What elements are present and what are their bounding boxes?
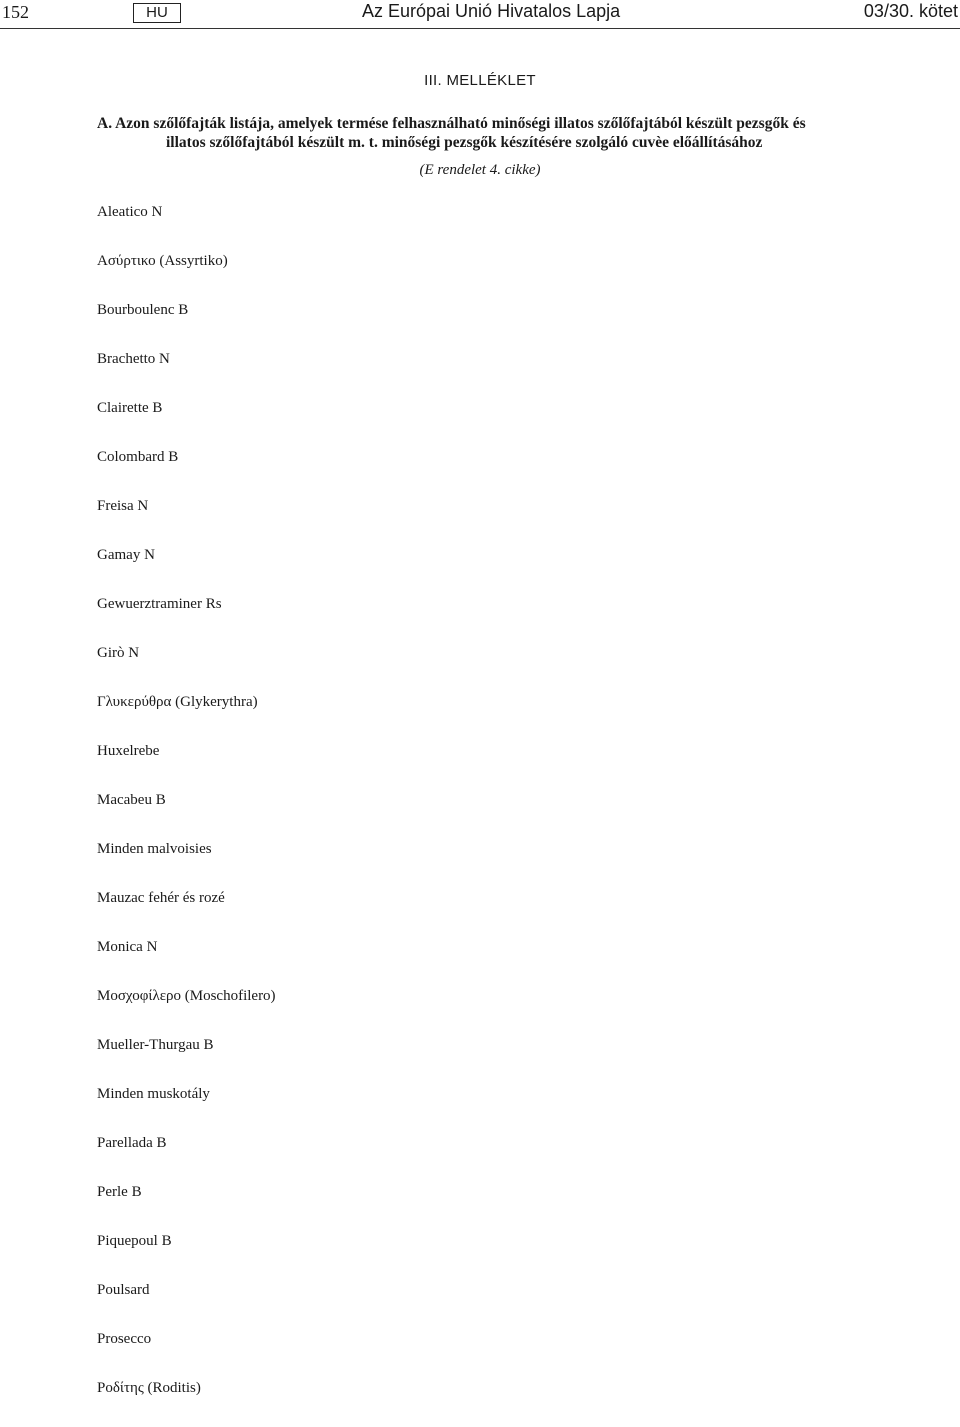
list-item: Prosecco <box>97 1331 152 1347</box>
page-header <box>0 0 960 29</box>
list-item: Bourboulenc B <box>97 302 189 318</box>
list-item: Minden malvoisies <box>97 841 212 857</box>
list-item: Monica N <box>97 939 158 955</box>
list-item: Minden muskotály <box>97 1086 210 1102</box>
list-item: Ασύρτικο (Assyrtiko) <box>97 253 228 269</box>
list-item: Parellada B <box>97 1135 167 1151</box>
list-item: Poulsard <box>97 1282 150 1298</box>
list-item: Clairette B <box>97 400 163 416</box>
list-item: Ροδίτης (Roditis) <box>97 1380 201 1396</box>
list-item: Perle B <box>97 1184 142 1200</box>
list-item: Girò N <box>97 645 140 661</box>
section-title-line2: illatos szőlőfajtából készült m. t. minőségi pezsgők készítésére szolgáló cuvèe előállításához <box>166 134 763 151</box>
list-item: Mauzac fehér és rozé <box>97 890 225 906</box>
list-item: Mueller-Thurgau B <box>97 1037 214 1053</box>
article-reference: (E rendelet 4. cikke) <box>419 162 541 178</box>
list-item: Gewuerztraminer Rs <box>97 596 222 612</box>
list-item: Γλυκερύθρα (Glykerythra) <box>97 694 258 710</box>
list-item: Freisa N <box>97 498 149 514</box>
language-badge: HU <box>133 3 181 23</box>
journal-title: Az Európai Unió Hivatalos Lapja <box>362 1 621 21</box>
section-title-line1: A. Azon szőlőfajták listája, amelyek termése felhasználható minőségi illatos szőlőfajtából készült pezsgők és <box>97 115 806 132</box>
list-item: Macabeu B <box>97 792 166 808</box>
section-title <box>97 114 877 152</box>
list-item: Aleatico N <box>97 204 163 220</box>
annex-title: III. MELLÉKLET <box>424 72 536 89</box>
list-item: Huxelrebe <box>97 743 160 759</box>
list-item: Brachetto N <box>97 351 170 367</box>
list-item: Gamay N <box>97 547 155 563</box>
list-item: Piquepoul B <box>97 1233 172 1249</box>
list-item: Μοσχοφίλερο (Moschofilero) <box>97 988 276 1004</box>
page-number: 152 <box>2 2 29 22</box>
volume-label: 03/30. kötet <box>863 1 958 21</box>
grape-variety-list <box>97 202 276 1427</box>
list-item: Colombard B <box>97 449 179 465</box>
